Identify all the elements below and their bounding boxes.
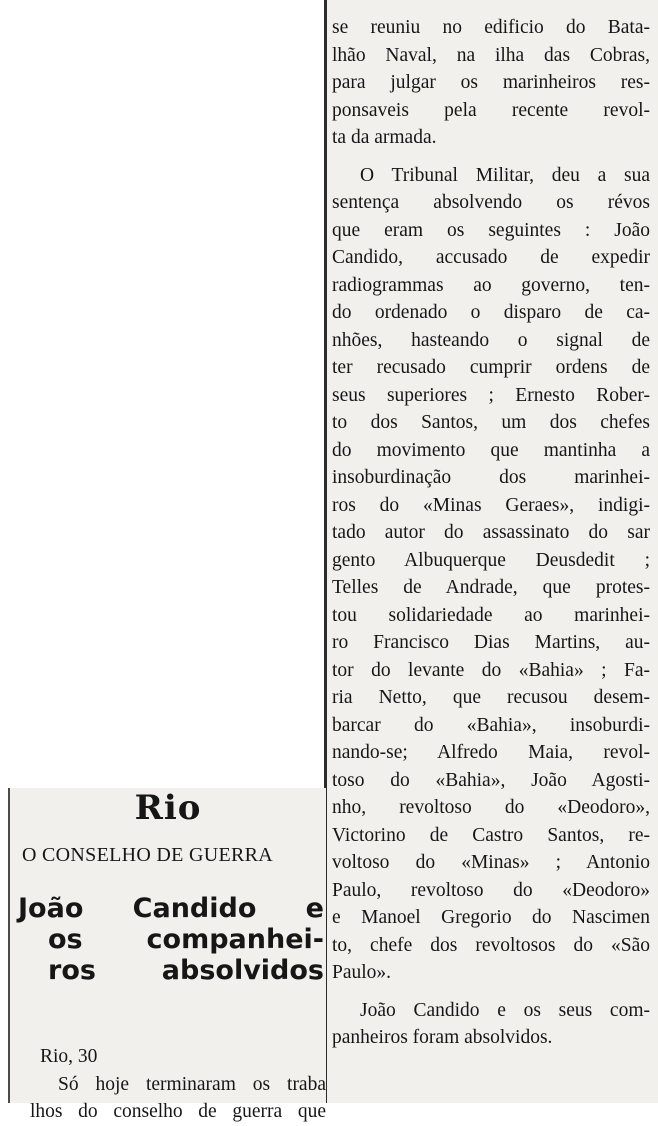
text-line: Victorino de Castro Santos, re- bbox=[332, 824, 650, 846]
headline bbox=[18, 893, 324, 986]
paragraph-3 bbox=[332, 997, 650, 1052]
text-line: Candido, accusado de expedir bbox=[332, 247, 650, 268]
text-line: nando-se; Alfredo Maia, revol- bbox=[332, 742, 650, 763]
paragraph-2 bbox=[332, 162, 650, 987]
text-line: nhões, hasteando o signal de bbox=[332, 329, 650, 351]
right-body-text bbox=[332, 14, 650, 1052]
right-column bbox=[324, 0, 658, 1103]
text-line: tado autor do assassinato do sar bbox=[332, 522, 650, 543]
text-line: seus superiores ; Ernesto Rober- bbox=[332, 384, 650, 406]
text-line: ta da armada. bbox=[332, 127, 437, 148]
text-line: ponsaveis pela recente revol- bbox=[332, 99, 650, 121]
text-line: ros do «Minas Geraes», indigi- bbox=[332, 494, 650, 516]
text-line: radiogrammas ao governo, ten- bbox=[332, 274, 650, 296]
text-line: tou solidariedade ao marinhei- bbox=[332, 604, 650, 626]
left-body-text bbox=[30, 1043, 326, 1126]
dateline: Rio, 30 bbox=[40, 1046, 98, 1067]
section-heading: Rio bbox=[134, 788, 202, 828]
text-line: to, chefe dos revoltosos do «São bbox=[332, 934, 650, 956]
headline-line: ros absolvidos bbox=[48, 955, 324, 986]
text-line: lhão Naval, na ilha das Cobras, bbox=[332, 44, 650, 66]
text-line: panheiros foram absolvidos. bbox=[332, 1027, 553, 1048]
text-line: tor do levante do «Bahia» ; Fa- bbox=[332, 659, 650, 681]
text-line: O Tribunal Militar, deu a sua bbox=[360, 164, 650, 186]
headline-line: os companhei- bbox=[48, 924, 324, 955]
text-line: Paulo, revoltoso do «Deodoro» bbox=[332, 879, 650, 901]
text-line: voltoso do «Minas» ; Antonio bbox=[332, 852, 650, 873]
text-line: nho, revoltoso do «Deodoro», bbox=[332, 797, 650, 818]
text-line: Só hoje terminaram os traba bbox=[58, 1073, 326, 1095]
text-line: lhos do conselho de guerra que bbox=[30, 1101, 326, 1122]
text-line: João Candido e os seus com- bbox=[360, 999, 650, 1021]
text-line: ria Netto, que recusou desem- bbox=[332, 687, 650, 708]
paragraph-1 bbox=[332, 14, 650, 152]
text-line: barcar do «Bahia», insoburdi- bbox=[332, 714, 650, 736]
text-line: ro Francisco Dias Martins, au- bbox=[332, 632, 650, 653]
text-line: e Manoel Gregorio do Nascimen bbox=[332, 907, 650, 928]
headline-line: João Candido e bbox=[18, 893, 324, 924]
text-line: que eram os seguintes : João bbox=[332, 219, 650, 241]
text-line: to dos Santos, um dos chefes bbox=[332, 412, 650, 433]
text-line: Telles de Andrade, que protes- bbox=[332, 577, 650, 598]
text-line: Paulo». bbox=[332, 962, 392, 983]
left-column bbox=[8, 788, 326, 1122]
text-line: se reuniu no edificio do Bata- bbox=[332, 17, 650, 38]
text-line: do movimento que mantinha a bbox=[332, 439, 650, 461]
text-line: do ordenado o disparo de ca- bbox=[332, 302, 650, 323]
text-line: insoburdinação dos marinhei- bbox=[332, 467, 650, 488]
text-line: toso do «Bahia», João Agosti- bbox=[332, 769, 650, 791]
text-line: para julgar os marinheiros res- bbox=[332, 72, 650, 93]
text-line: ter recusado cumprir ordens de bbox=[332, 357, 650, 378]
subheading: O CONSELHO DE GUERRA bbox=[22, 844, 273, 866]
text-line: gento Albuquerque Deusdedit ; bbox=[332, 549, 650, 571]
text-line: sentença absolvendo os révos bbox=[332, 192, 650, 213]
